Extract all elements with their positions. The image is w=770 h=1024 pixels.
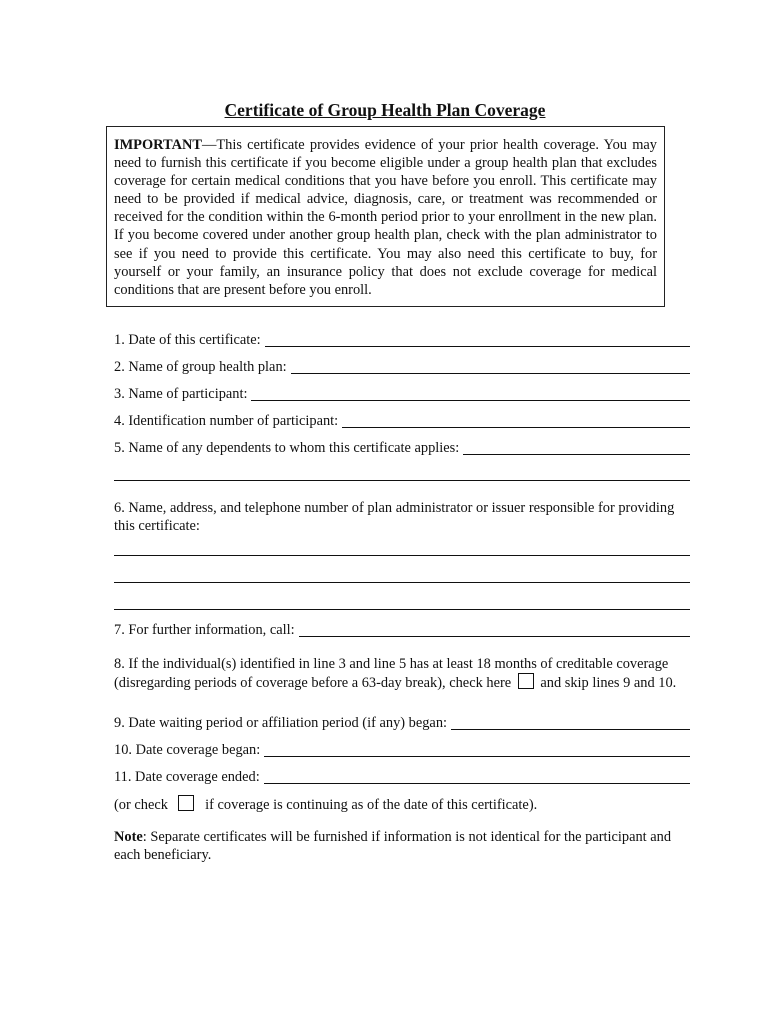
important-notice-box xyxy=(106,126,665,307)
input-line[interactable] xyxy=(463,440,690,455)
important-text: —This certificate provides evidence of your prior health coverage. You may need to furnish this certificate if you become eligible under a group health plan that excludes coverage for certain medical conditions that you have before you enroll. This certificate may need to be provided if medical advice, diagnosis, care, or treatment was recommended or received for the condition within the 6-month period prior to your enrollment in the new plan. If you become covered under another group health plan, check with the plan administrator to see if you need to provide this certificate. You may also need this certificate to buy, for yourself or your family, an insurance policy that does not exclude coverage for medical conditions that are present before you enroll. xyxy=(114,137,657,298)
input-line[interactable] xyxy=(264,742,690,757)
field-label: 10. Date coverage began: xyxy=(114,742,261,758)
field-label: (or check xyxy=(114,797,168,813)
note-label: Note xyxy=(114,829,143,845)
field-date-of-certificate[interactable] xyxy=(114,331,690,349)
input-line[interactable] xyxy=(299,622,690,637)
field-label: 1. Date of this certificate: xyxy=(114,332,261,348)
field-further-information[interactable] xyxy=(114,621,690,639)
input-line[interactable] xyxy=(451,715,690,730)
field-label: 3. Name of participant: xyxy=(114,386,248,402)
field-label-after: if coverage is continuing as of the date of this certificate). xyxy=(205,797,538,813)
field-creditable-coverage xyxy=(114,655,690,692)
field-coverage-ended[interactable] xyxy=(114,768,690,786)
field-label: 11. Date coverage ended: xyxy=(114,769,260,785)
input-line[interactable] xyxy=(342,413,690,428)
field-coverage-continuing xyxy=(114,795,690,814)
important-lead: IMPORTANT xyxy=(114,137,202,153)
administrator-line-3[interactable] xyxy=(114,609,690,610)
field-plan-administrator-label: 6. Name, address, and telephone number of plan administrator or issuer responsible for providing this certificate: xyxy=(114,500,675,534)
administrator-line-1[interactable] xyxy=(114,555,690,556)
note-text: : Separate certificates will be furnished if information is not identical for the participant and each beneficiary. xyxy=(114,829,672,863)
coverage-continuing-checkbox[interactable] xyxy=(178,795,194,811)
creditable-coverage-checkbox[interactable] xyxy=(518,673,534,689)
field-label: 7. For further information, call: xyxy=(114,622,295,638)
administrator-line-2[interactable] xyxy=(114,582,690,583)
field-coverage-began[interactable] xyxy=(114,741,690,759)
input-line[interactable] xyxy=(251,386,690,401)
field-participant-id[interactable] xyxy=(114,412,690,430)
field-dependents[interactable] xyxy=(114,439,690,457)
field-label-after: and skip lines 9 and 10. xyxy=(540,675,677,691)
field-label: 5. Name of any dependents to whom this certificate applies: xyxy=(114,440,460,456)
field-label: 8. If the individual(s) identified in line 3 and line 5 has at least 18 months of creditable coverage (disregarding periods of coverage before a 63-day break), check here xyxy=(114,656,669,691)
input-line[interactable] xyxy=(264,769,690,784)
input-line[interactable] xyxy=(265,332,690,347)
field-label: 2. Name of group health plan: xyxy=(114,359,287,375)
field-label: 4. Identification number of participant: xyxy=(114,413,339,429)
field-label: 9. Date waiting period or affiliation period (if any) began: xyxy=(114,715,448,731)
document-title: Certificate of Group Health Plan Coverage xyxy=(224,100,546,120)
field-participant-name[interactable] xyxy=(114,385,690,403)
note-paragraph xyxy=(114,828,690,864)
dependents-extra-line[interactable] xyxy=(114,480,690,481)
input-line[interactable] xyxy=(291,359,690,374)
field-group-health-plan[interactable] xyxy=(114,358,690,376)
field-waiting-period[interactable] xyxy=(114,714,690,732)
